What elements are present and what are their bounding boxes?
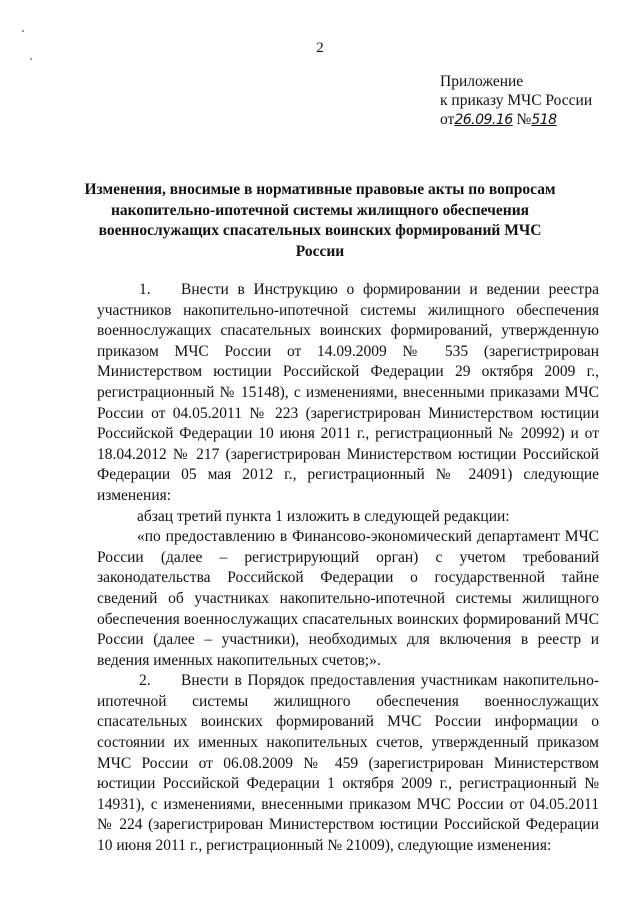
item-1-text: Внести в Инструкцию о формировании и ведении реестра участников накопительно-ипотечной системы жилищного обеспечения военнослужащих спасательных воинских формирований, утвержденную приказом МЧС России от 14.09.2009 № 535 (зарегистрирован Министерством юстиции Российской Федерации 29 октября 2009 г., регистрационный № 15148), с изменениями, внесенными приказами МЧС России от 04.05.2011 № 223 (зарегистрирован Министерством юстиции Российской Федерации 10 июня 2011 г., регистрационный № 20992) и от 18.04.2012 № 217 (зарегистрирован Министерством юстиции Российской Федерации 05 мая 2012 г., регистрационный № 24091) следующие изменения: xyxy=(97,281,599,504)
date-prefix: от xyxy=(440,111,455,128)
document-title xyxy=(80,180,560,262)
item-2-text: Внести в Порядок предоставления участникам накопительно-ипотечной системы жилищного обеспечения военнослужащих спасательных воинских формирований МЧС России информации о состоянии их именных накопительных счетов, утвержденный приказом МЧС России от 06.08.2009 № 459 (зарегистрирован Министерством юстиции Российской Федерации 1 октября 2009 г., регистрационный № 14931), с изменениями, внесенными приказом МЧС России от 04.05.2011 № 224 (зарегистрирован Министерством юстиции Российской Федерации 10 июня 2011 г., регистрационный № 21009), следующие изменения: xyxy=(97,672,599,855)
handwritten-date: 26.09.16 xyxy=(454,112,513,128)
title-line-2: накопительно-ипотечной системы жилищного обеспечения xyxy=(110,201,530,219)
page-number: 2 xyxy=(316,40,324,56)
appendix-line-1: Приложение xyxy=(440,73,524,90)
scan-speck xyxy=(22,30,24,32)
title-line-3: военнослужащих спасательных воинских формирований МЧС России xyxy=(98,222,542,260)
item-number: 1. xyxy=(139,281,151,298)
paragraph-item-2 xyxy=(97,671,599,856)
scan-speck xyxy=(30,58,32,60)
appendix-block xyxy=(440,72,620,130)
handwritten-order-number: 518 xyxy=(531,112,557,128)
paragraph-item-1 xyxy=(97,280,599,507)
appendix-date-line xyxy=(440,110,620,130)
number-prefix: № xyxy=(516,111,532,128)
paragraph-item-1-quote: «по предоставлению в Финансово-экономический департамент МЧС России (далее – регистрирующий орган) с учетом требований законодательства Российской Федерации о государственной тайне сведений об участниках накопительно-ипотечной системы жилищного обеспечения военнослужащих спасательных воинских формирований МЧС России (далее – участники), необходимых для включения в реестр и ведения именных накопительных счетов;». xyxy=(97,528,599,669)
document-body xyxy=(97,280,599,857)
item-number: 2. xyxy=(139,672,151,690)
paragraph-item-1-sub: абзац третий пункта 1 изложить в следующей редакции: xyxy=(137,507,510,525)
title-line-1: Изменения, вносимые в нормативные правовые акты по вопросам xyxy=(84,181,556,198)
appendix-line-2: к приказу МЧС России xyxy=(440,92,593,109)
